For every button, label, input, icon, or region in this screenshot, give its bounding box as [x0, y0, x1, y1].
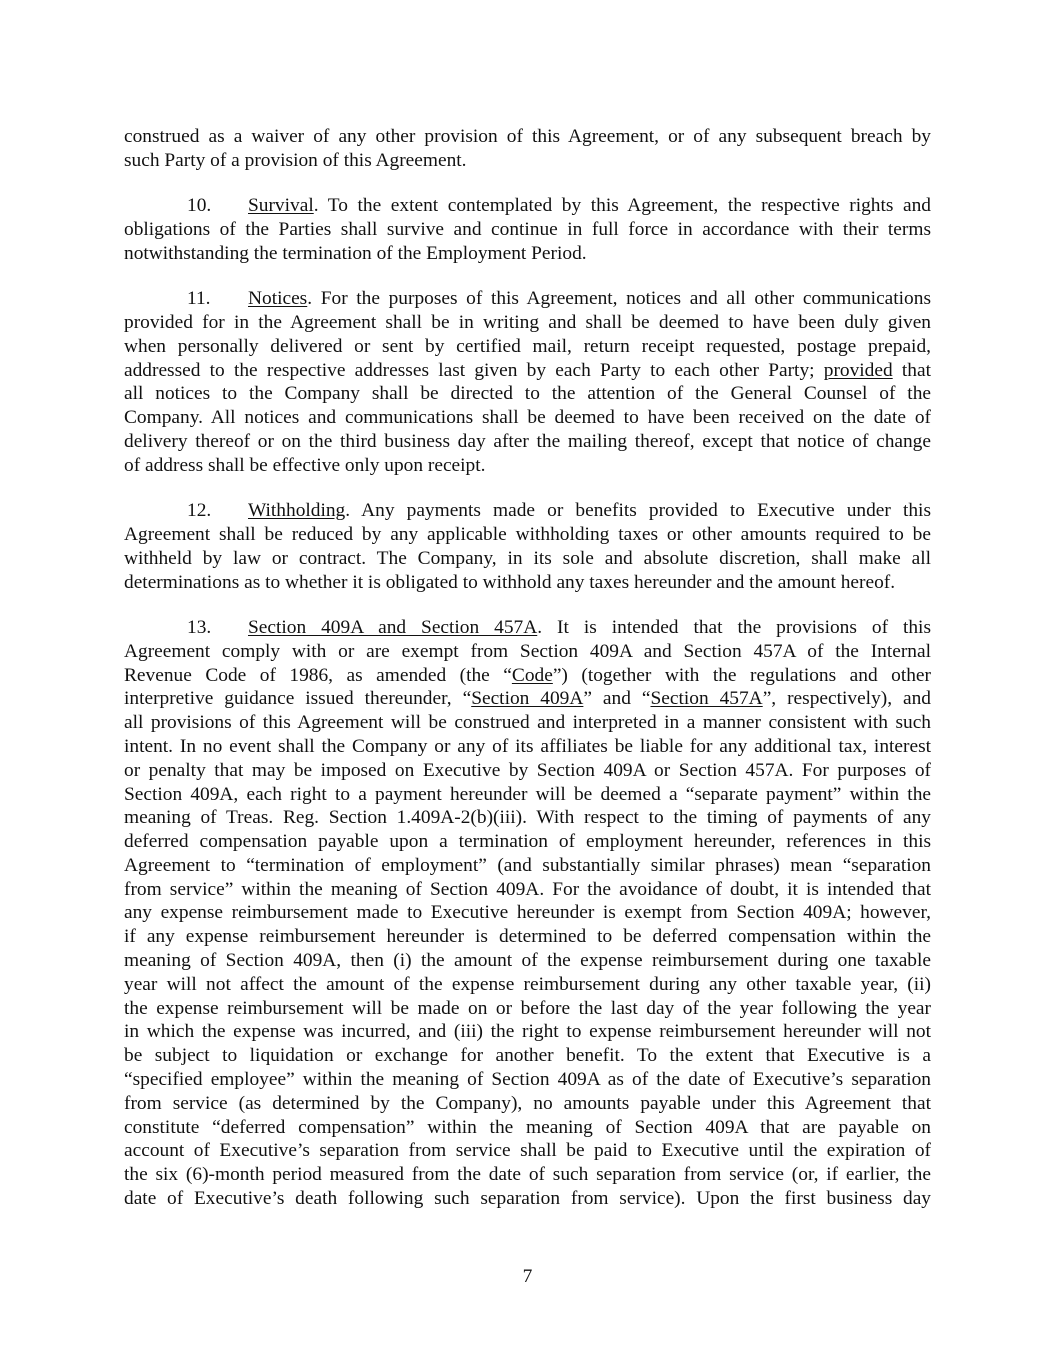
- text-segment: Revenue Code of 1986, as amended (the “: [124, 664, 512, 686]
- text-segment: year will not affect the amount of the expense reimbursement during any other taxable year, (ii): [124, 973, 931, 995]
- text-segment: deferred compensation payable upon a termination of employment hereunder, references in this: [124, 831, 931, 853]
- text-line: [124, 1068, 931, 1092]
- text-segment: if any expense reimbursement hereunder is determined to be deferred compensation within the: [124, 926, 931, 948]
- section-paragraph-10: [124, 194, 931, 265]
- text-line: [124, 1139, 931, 1163]
- text-segment: from service (as determined by the Company), no amounts payable under this Agreement that: [124, 1092, 931, 1114]
- text-segment: from service” within the meaning of Section 409A. For the avoidance of doubt, it is intended that: [124, 878, 931, 900]
- text-line: [124, 783, 931, 807]
- text-segment: date of Executive’s death following such separation from service). Upon the first business day: [124, 1188, 931, 1210]
- text-segment: all notices to the Company shall be directed to the attention of the General Counsel of the: [124, 383, 931, 405]
- text-segment: the six (6)-month period measured from the date of such separation from service (or, if earlier, the: [124, 1164, 931, 1186]
- text-line: [124, 854, 931, 878]
- text-line: [124, 1044, 931, 1068]
- underlined-term: Section 457A: [650, 688, 763, 710]
- text-segment: meaning of Treas. Reg. Section 1.409A-2(b)(iii). With respect to the timing of payments of any: [124, 807, 931, 829]
- text-segment: Agreement to “termination of employment” (and substantially similar phrases) mean “separation: [124, 854, 931, 876]
- text-line: [124, 1187, 931, 1211]
- text-line: [124, 454, 931, 478]
- text-line: [124, 125, 931, 149]
- text-segment: . It is intended that the provisions of this: [537, 616, 931, 638]
- text-line: [124, 335, 931, 359]
- text-line: [124, 571, 931, 595]
- section-number: 10.: [187, 195, 212, 217]
- section-paragraph-11: [124, 287, 931, 477]
- text-segment: ”, respectively), and: [762, 688, 931, 710]
- text-segment: ”) (together with the regulations and other: [552, 664, 931, 686]
- section-number: 11.: [187, 288, 211, 310]
- underlined-term: Code: [511, 664, 553, 686]
- text-segment: all provisions of this Agreement will be construed and interpreted in a manner consistent with such: [124, 712, 931, 734]
- text-line: [124, 523, 931, 547]
- text-line: [124, 806, 931, 830]
- text-line: [124, 1092, 931, 1116]
- text-segment: any expense reimbursement made to Executive hereunder is exempt from Section 409A; however,: [124, 902, 931, 924]
- text-segment: addressed to the respective addresses last given by each Party to each other Party;: [124, 359, 824, 381]
- underlined-term: Withholding: [248, 500, 346, 522]
- text-segment: “specified employee” within the meaning of Section 409A as of the date of Executive’s separation: [124, 1069, 931, 1091]
- text-line: [124, 382, 931, 406]
- section-number: 12.: [187, 500, 212, 522]
- underlined-term: Survival: [248, 195, 314, 217]
- text-segment: construed as a waiver of any other provision of this Agreement, or of any subsequent breach by: [124, 126, 931, 147]
- text-segment: determinations as to whether it is obligated to withhold any taxes hereunder and the amount hereof.: [124, 571, 896, 593]
- text-line: [124, 640, 931, 664]
- section-paragraph-13: [124, 616, 931, 1211]
- text-segment: account of Executive’s separation from service shall be paid to Executive until the expiration of: [124, 1140, 931, 1162]
- text-segment: the expense reimbursement will be made on or before the last day of the year following the year: [124, 997, 931, 1019]
- text-line: [124, 1116, 931, 1140]
- text-line: [124, 616, 931, 640]
- text-line: [124, 925, 931, 949]
- text-segment: Company. All notices and communications shall be deemed to have been received on the date of: [124, 407, 931, 429]
- text-segment: provided for in the Agreement shall be in writing and shall be deemed to have been duly given: [124, 311, 931, 333]
- text-line: [124, 287, 931, 311]
- text-line: [124, 149, 931, 173]
- document-body: [124, 125, 931, 1232]
- text-line: [124, 1020, 931, 1044]
- text-segment: be subject to liquidation or exchange for another benefit. To the extent that Executive is a: [124, 1045, 931, 1067]
- text-segment: such Party of a provision of this Agreement.: [124, 149, 467, 171]
- text-line: [124, 997, 931, 1021]
- text-segment: or penalty that may be imposed on Executive by Section 409A or Section 457A. For purposes of: [124, 759, 931, 781]
- text-line: [124, 878, 931, 902]
- text-line: [124, 359, 931, 383]
- text-segment: . Any payments made or benefits provided to Executive under this: [345, 500, 931, 522]
- text-line: [124, 242, 931, 266]
- text-line: [124, 711, 931, 735]
- text-segment: Agreement shall be reduced by any applicable withholding taxes or other amounts required to be: [124, 523, 931, 545]
- underlined-term: provided: [823, 359, 893, 381]
- text-line: [124, 901, 931, 925]
- text-segment: Section 409A, each right to a payment hereunder will be deemed a “separate payment” within the: [124, 783, 931, 805]
- text-segment: . To the extent contemplated by this Agreement, the respective rights and: [313, 195, 931, 217]
- text-segment: withheld by law or contract. The Company, in its sole and absolute discretion, shall make all: [124, 547, 931, 569]
- text-line: [124, 406, 931, 430]
- text-line: [124, 735, 931, 759]
- text-segment: of address shall be effective only upon receipt.: [124, 454, 486, 476]
- text-line: [124, 687, 931, 711]
- text-line: [124, 973, 931, 997]
- text-segment: obligations of the Parties shall survive and continue in full force in accordance with their terms: [124, 218, 931, 240]
- text-segment: intent. In no event shall the Company or any of its affiliates be liable for any additional tax, interest: [124, 735, 931, 757]
- section-number: 13.: [187, 616, 212, 638]
- text-line: [124, 664, 931, 688]
- text-line: [124, 547, 931, 571]
- text-segment: when personally delivered or sent by certified mail, return receipt requested, postage prepaid,: [124, 335, 931, 357]
- text-line: [124, 311, 931, 335]
- text-segment: notwithstanding the termination of the Employment Period.: [124, 242, 587, 264]
- underlined-term: Notices: [248, 288, 308, 310]
- text-segment: in which the expense was incurred, and (iii) the right to expense reimbursement hereunder will not: [124, 1021, 931, 1043]
- text-line: [124, 1163, 931, 1187]
- text-segment: that: [892, 359, 931, 381]
- text-line: [124, 499, 931, 523]
- text-line: [124, 218, 931, 242]
- underlined-term: Section 409A and Section 457A: [248, 616, 538, 638]
- text-line: [124, 194, 931, 218]
- section-paragraph-12: [124, 499, 931, 594]
- text-line: [124, 830, 931, 854]
- text-segment: ” and “: [583, 688, 651, 710]
- text-segment: Agreement comply with or are exempt from Section 409A and Section 457A of the Internal: [124, 640, 931, 662]
- text-segment: meaning of Section 409A, then (i) the amount of the expense reimbursement during one taxable: [124, 950, 931, 972]
- text-segment: delivery thereof or on the third business day after the mailing thereof, except that notice of change: [124, 430, 931, 452]
- underlined-term: Section 409A: [471, 688, 584, 710]
- page-number: 7: [522, 1266, 533, 1287]
- text-segment: interpretive guidance issued thereunder, “: [124, 688, 472, 710]
- paragraph: [124, 125, 931, 173]
- text-line: [124, 949, 931, 973]
- text-line: [124, 430, 931, 454]
- text-line: [124, 759, 931, 783]
- text-segment: constitute “deferred compensation” within the meaning of Section 409A that are payable on: [124, 1116, 931, 1138]
- text-segment: . For the purposes of this Agreement, notices and all other communications: [307, 288, 931, 310]
